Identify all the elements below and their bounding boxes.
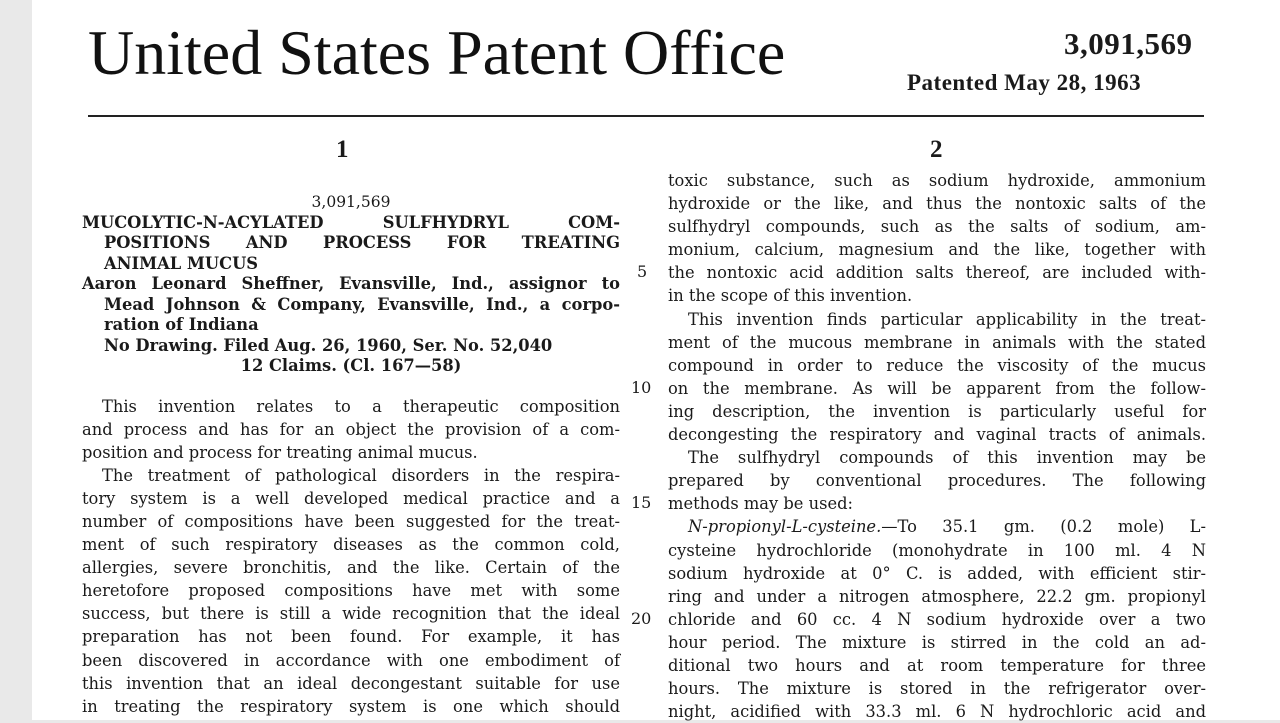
body-line: ment of the mucous membrane in animals with the stated bbox=[668, 332, 1206, 352]
patent-page bbox=[32, 0, 1280, 720]
title-line: ANIMAL MUCUS bbox=[104, 253, 259, 273]
body-line: on the membrane. As will be apparent from the follow- bbox=[668, 378, 1206, 398]
body-line: sulfhydryl compounds, such as the salts of sodium, am- bbox=[668, 217, 1206, 237]
filing-line: No Drawing. Filed Aug. 26, 1960, Ser. No. 52,040 bbox=[104, 335, 553, 355]
compound-text: —To 35.1 gm. (0.2 mole) L- bbox=[881, 517, 1206, 537]
body-line: heretofore proposed compositions have met with some bbox=[82, 581, 620, 601]
line-number: 10 bbox=[631, 378, 652, 397]
spacer bbox=[82, 377, 620, 395]
claims-line: 12 Claims. (Cl. 167—58) bbox=[240, 356, 462, 375]
inventor-line: Aaron Leonard Sheffner, Evansville, Ind., assignor to bbox=[82, 274, 620, 293]
title-line: POSITIONS AND PROCESS FOR TREATING bbox=[104, 233, 620, 252]
inventor-line: Mead Johnson & Company, Evansville, Ind., a corpo- bbox=[104, 294, 620, 314]
patented-date: Patented May 28, 1963 bbox=[907, 70, 1142, 95]
column-1 bbox=[82, 192, 620, 718]
body-line: hour period. The mixture is stirred in the cold an ad- bbox=[668, 632, 1206, 652]
body-line: chloride and 60 cc. 4 N sodium hydroxide over a two bbox=[668, 609, 1206, 629]
inventor-line: ration of Indiana bbox=[104, 315, 259, 334]
compound-name: N-propionyl-L-cysteine. bbox=[688, 517, 882, 537]
body-line: methods may be used: bbox=[668, 494, 853, 514]
body-line: and process and has for an object the provision of a com- bbox=[82, 419, 620, 439]
body-line: been discovered in accordance with one embodiment of bbox=[82, 650, 620, 670]
header-rule bbox=[88, 115, 1204, 117]
body-line: hours. The mixture is stored in the refrigerator over- bbox=[668, 679, 1206, 699]
body-line: monium, calcium, magnesium and the like, together with bbox=[668, 240, 1206, 260]
column-1-number: 1 bbox=[336, 136, 349, 163]
body-line: sodium hydroxide at 0° C. is added, with efficient stir- bbox=[668, 563, 1206, 583]
patent-number: 3,091,569 bbox=[1064, 26, 1193, 61]
body-line: the nontoxic acid addition salts thereof, are included with- bbox=[668, 263, 1206, 283]
body-line: allergies, severe bronchitis, and the like. Certain of the bbox=[82, 558, 620, 578]
body-line: success, but there is still a wide recognition that the ideal bbox=[82, 604, 620, 624]
body-line: ditional two hours and at room temperature for three bbox=[668, 655, 1206, 675]
body-line: The sulfhydryl compounds of this invention may be bbox=[688, 448, 1206, 468]
line-number: 20 bbox=[631, 609, 652, 628]
body-line: tory system is a well developed medical practice and a bbox=[82, 488, 620, 508]
body-line: hydroxide or the like, and thus the nontoxic salts of the bbox=[668, 194, 1206, 214]
body-line: ment of such respiratory diseases as the common cold, bbox=[82, 535, 620, 555]
body-line: this invention that an ideal decongestant suitable for use bbox=[82, 673, 620, 693]
body-line bbox=[668, 515, 1206, 538]
body-line: cysteine hydrochloride (monohydrate in 100 ml. 4 N bbox=[668, 540, 1206, 560]
line-number: 15 bbox=[631, 493, 652, 512]
column-2-number: 2 bbox=[930, 136, 943, 163]
body-line: in the scope of this invention. bbox=[668, 286, 913, 306]
body-line: position and process for treating animal mucus. bbox=[82, 442, 478, 462]
body-line: This invention finds particular applicability in the treat- bbox=[688, 309, 1206, 329]
line-number: 5 bbox=[637, 262, 648, 281]
body-line: night, acidified with 33.3 ml. 6 N hydrochloric acid and bbox=[668, 702, 1206, 722]
body-line: toxic substance, such as sodium hydroxide, ammonium bbox=[668, 171, 1206, 190]
body-line: ing description, the invention is particularly useful for bbox=[668, 401, 1206, 421]
column-2 bbox=[668, 169, 1206, 723]
body-line: preparation has not been found. For example, it has bbox=[82, 627, 620, 647]
body-line: prepared by conventional procedures. The following bbox=[668, 471, 1206, 491]
body-line: ring and under a nitrogen atmosphere, 22.2 gm. propionyl bbox=[668, 586, 1206, 606]
body-line: in treating the respiratory system is one which should bbox=[82, 696, 620, 716]
body-line: compound in order to reduce the viscosity of the mucus bbox=[668, 355, 1206, 375]
body-line: This invention relates to a therapeutic composition bbox=[102, 396, 620, 416]
body-line: number of compositions have been suggested for the treat- bbox=[82, 511, 620, 531]
body-line: decongesting the respiratory and vaginal tracts of animals. bbox=[668, 425, 1206, 445]
office-title: United States Patent Office bbox=[88, 17, 786, 88]
reference-number: 3,091,569 bbox=[311, 193, 391, 211]
title-line: MUCOLYTIC-N-ACYLATED SULFHYDRYL COM- bbox=[82, 212, 620, 232]
body-line: The treatment of pathological disorders in the respira- bbox=[102, 465, 620, 485]
